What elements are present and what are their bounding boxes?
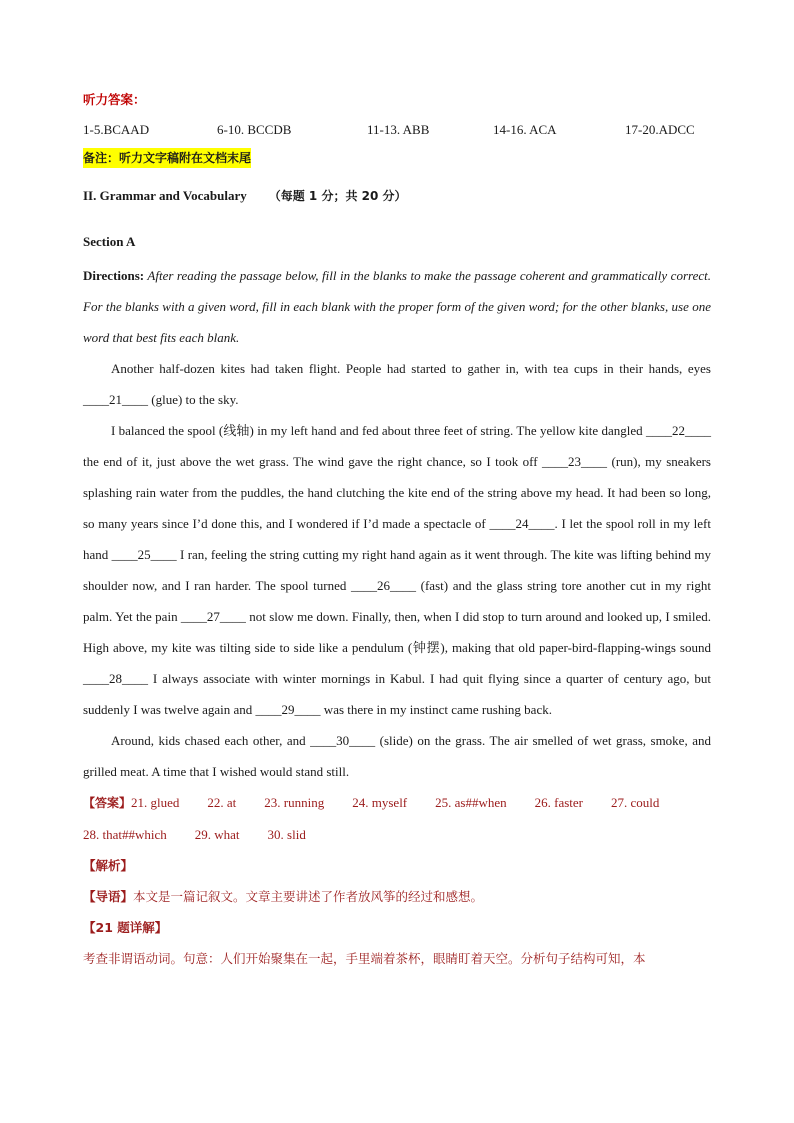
guide-label: 【导语】 bbox=[83, 889, 134, 904]
answer-item: 30. slid bbox=[267, 827, 306, 842]
passage-paragraph-2: I balanced the spool (线轴) in my left hand and fed about three feet of string. The yellow kite dangled ____22____ the end of it, just above the wet grass. The wind gave the right chance, so I took off ____23____ (run), my sneakers splashing rain water from the puddles, the hand clutching the kite end of the string above my head. It had been so long, so many years since I’d done this, and I wondered if I’d made a spectacle of ____24____. I let the spool roll in my left hand ____25____ I ran, feeling the string cutting my right hand again as it went through. The kite was lifting behind my shoulder now, and I ran harder. The spool turned ____26____ (fast) and the glass string tore another cut in my right palm. Yet the pain ____27____ not slow me down. Finally, then, when I did stop to turn around and looked up, I smiled. High above, my kite was tilting side to side like a pendulum (钟摆), making that old paper-bird-flapping-wings sound ____28____ I always associate with winter mornings in Kabul. I had quit flying since a quarter of century ago, but suddenly I was twelve again and ____29____ was there in my instinct came rushing back. bbox=[83, 423, 711, 717]
q21-heading bbox=[83, 912, 711, 943]
listening-answers-row bbox=[83, 120, 711, 140]
q21-explanation: 考查非谓语动词。句意：人们开始聚集在一起，手里端着茶杯，眼睛盯着天空。分析句子结构可知，本 bbox=[83, 951, 646, 966]
q21-label: 【21 题详解】 bbox=[83, 920, 168, 935]
passage-paragraph-3: Around, kids chased each other, and ____30____ (slide) on the grass. The air smelled of wet grass, smoke, and grilled meat. A time that I wished would stand still. bbox=[83, 733, 711, 779]
section-a-heading: Section A bbox=[83, 234, 136, 249]
answer-key-label: 【答案】 bbox=[83, 796, 132, 810]
listening-answer: 11-13. ABB bbox=[367, 122, 430, 137]
section-score: （每题 1 分；共 20 分） bbox=[268, 189, 407, 203]
listening-answer: 1-5.BCAAD bbox=[83, 122, 150, 137]
answer-item: 28. that##which bbox=[83, 827, 167, 842]
listening-answer: 17-20.ADCC bbox=[625, 122, 695, 137]
answer-item: 27. could bbox=[611, 795, 660, 810]
directions bbox=[83, 260, 711, 353]
listening-answers-title: 听力答案： bbox=[83, 92, 146, 107]
answer-item: 23. running bbox=[264, 795, 325, 810]
answer-item: 25. as##when bbox=[435, 795, 507, 810]
guide-text: 本文是一篇记叙文。文章主要讲述了作者放风筝的经过和感想。 bbox=[133, 889, 484, 904]
analysis-heading bbox=[83, 850, 711, 881]
page-content bbox=[83, 90, 711, 974]
answer-item: 21. glued bbox=[131, 795, 180, 810]
answer-item: 22. at bbox=[207, 795, 237, 810]
highlighted-note: 备注：听力文字稿附在文档末尾 bbox=[83, 148, 251, 168]
listening-answer: 6-10. BCCDB bbox=[217, 122, 292, 137]
guide-line bbox=[83, 881, 711, 912]
listening-answer: 14-16. ACA bbox=[493, 122, 557, 137]
answer-item: 29. what bbox=[194, 827, 240, 842]
section-heading bbox=[83, 186, 711, 206]
answer-item: 26. faster bbox=[534, 795, 584, 810]
answer-key bbox=[83, 787, 711, 850]
section-title: II. Grammar and Vocabulary bbox=[83, 188, 247, 203]
analysis-label: 【解析】 bbox=[83, 858, 134, 873]
passage-paragraph-1: Another half-dozen kites had taken flight. People had started to gather in, with tea cups in their hands, eyes ____21____ (glue) to the sky. bbox=[83, 361, 711, 407]
directions-text: After reading the passage below, fill in the blanks to make the passage coherent and grammatically correct. For the blanks with a given word, fill in each blank with the proper form of the given word; for the other blanks, use one word that best fits each blank. bbox=[83, 268, 711, 345]
answer-item: 24. myself bbox=[352, 795, 408, 810]
directions-label: Directions: bbox=[83, 268, 145, 283]
